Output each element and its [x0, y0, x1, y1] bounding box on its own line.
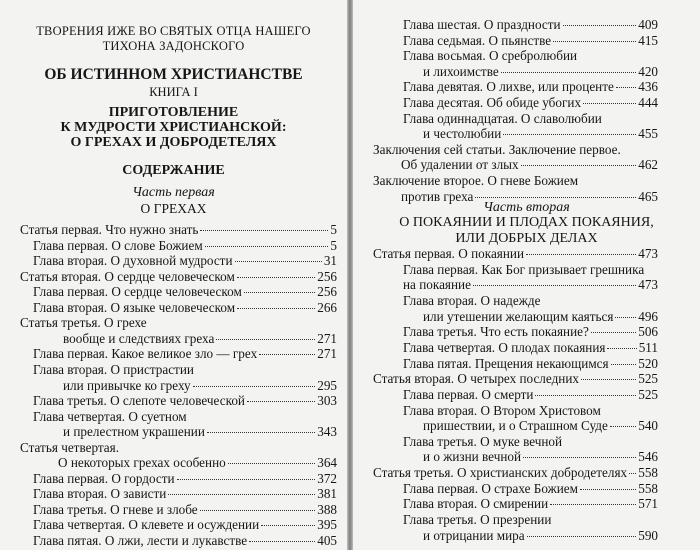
toc-entry-title: или утешении желающим каяться	[423, 308, 614, 324]
toc-entry-title: Глава вторая. О смирении	[403, 496, 549, 512]
part-one-subtitle: О ГРЕХАХ	[140, 201, 207, 216]
toc-entry-title: Глава первая. Какое великое зло — грех	[33, 346, 258, 362]
toc-entry-title: и отрицании мира	[423, 527, 525, 543]
toc-page-number: 455	[638, 126, 658, 142]
toc-entry	[33, 238, 337, 254]
toc-page-number: 295	[317, 377, 337, 393]
toc-leader-dots	[259, 354, 315, 355]
section-title-line1: ПРИГОТОВЛЕНИЕ	[108, 105, 239, 120]
toc-page-number: 271	[317, 346, 337, 362]
toc-entry-title: Глава вторая. О духовной мудрости	[33, 253, 233, 269]
part-two-subtitle-line1: О ПОКАЯНИИ И ПЛОДАХ ПОКАЯНИЯ,	[399, 215, 654, 230]
toc-page-number: 525	[638, 386, 658, 402]
toc-entry-title: вообще и следствиях греха	[63, 330, 215, 346]
toc-entry	[373, 142, 658, 158]
toc-page-number: 436	[638, 79, 658, 95]
toc-entry	[20, 440, 337, 456]
toc-entry-title: Глава восьмая. О сребролюбии	[403, 48, 578, 64]
toc-leader-dots	[205, 246, 329, 247]
toc-entry-title: Статья третья. О христианских добродетелях	[373, 465, 628, 481]
toc-entry	[403, 277, 658, 293]
toc-leader-dots	[607, 348, 636, 349]
left-page	[0, 0, 347, 550]
toc-entry	[403, 356, 658, 372]
toc-leader-dots	[581, 379, 636, 380]
toc-entry-title: Глава одиннадцатая. О славолюбии	[403, 110, 602, 126]
toc-entry	[403, 262, 658, 278]
toc-entry	[63, 331, 337, 347]
toc-entry-title: или привычке ко греху	[63, 377, 191, 393]
toc-entry-title: Глава первая. О смерти	[403, 386, 534, 402]
toc-page-number: 520	[638, 355, 658, 371]
series-header-line1: ТВОРЕНИЯ ИЖЕ ВО СВЯТЫХ ОТЦА НАШЕГО	[36, 24, 311, 38]
toc-entry-title: Глава первая. О гордости	[33, 470, 175, 486]
toc-leader-dots	[237, 277, 315, 278]
toc-entry	[403, 324, 658, 340]
toc-page-number: 343	[317, 424, 337, 440]
toc-entry-title: Глава вторая. О надежде	[403, 292, 541, 308]
toc-entry-title: О некоторых грехах особенно	[58, 455, 226, 471]
toc-entry-title: Глава первая. О слове Божием	[33, 237, 203, 253]
toc-entry-title: и честолюбии	[423, 126, 502, 142]
toc-entry	[373, 465, 658, 481]
toc-entry	[423, 528, 658, 544]
toc-leader-dots	[228, 463, 315, 464]
toc-entry-title: Глава четвертая. О клевете и осуждении	[33, 517, 260, 533]
toc-page-number: 465	[638, 188, 658, 204]
toc-entry-title: Глава вторая. О пристрастии	[33, 361, 194, 377]
toc-entry	[33, 471, 337, 487]
toc-entry	[423, 126, 658, 142]
toc-entry	[403, 95, 658, 111]
toc-page-number: 303	[317, 393, 337, 409]
toc-entry	[403, 33, 658, 49]
toc-entry	[373, 173, 658, 189]
right-page	[353, 0, 700, 550]
toc-page-number: 415	[638, 32, 658, 48]
toc-entry	[403, 111, 658, 127]
toc-page-number: 558	[638, 465, 658, 481]
toc-entry-title: Глава седьмая. О пьянстве	[403, 32, 552, 48]
toc-page-number: 266	[317, 299, 337, 315]
toc-page-number: 525	[638, 371, 658, 387]
toc-entry	[33, 533, 337, 549]
toc-leader-dots	[580, 489, 636, 490]
toc-page-number: 256	[317, 268, 337, 284]
part-two-subtitle-line2: ИЛИ ДОБРЫХ ДЕЛАХ	[455, 231, 598, 246]
toc-entry	[403, 79, 658, 95]
toc-entry	[33, 284, 337, 300]
toc-entry-title: Заключения сей статьи. Заключение первое.	[373, 141, 621, 157]
toc-leader-dots	[503, 134, 636, 135]
toc-leader-dots	[527, 536, 637, 537]
toc-entry-title: против греха	[401, 188, 474, 204]
series-header-line2: ТИХОНА ЗАДОНСКОГО	[102, 39, 245, 53]
toc-leader-dots	[237, 308, 315, 309]
toc-leader-dots	[523, 457, 636, 458]
toc-leader-dots	[168, 494, 315, 495]
toc-page-number: 256	[317, 284, 337, 300]
toc-leader-dots	[629, 473, 636, 474]
toc-page-number: 496	[638, 308, 658, 324]
toc-leader-dots	[553, 41, 636, 42]
toc-page-number: 506	[638, 324, 658, 340]
toc-leader-dots	[475, 197, 636, 198]
toc-page-number: 5	[330, 237, 337, 253]
toc-entry-title: Глава третья. О слепоте человеческой	[33, 393, 245, 409]
toc-entry	[403, 434, 658, 450]
toc-page-number: 473	[638, 246, 658, 261]
toc-entry-title: Об удалении от злых	[401, 157, 519, 173]
toc-entry-title: Глава вторая. О языке человеческом	[33, 299, 236, 315]
toc-leader-dots	[521, 165, 637, 166]
toc-leader-dots	[615, 317, 636, 318]
toc-page-number: 511	[638, 339, 658, 355]
toc-page-number: 381	[317, 486, 337, 502]
toc-entry	[20, 269, 337, 285]
toc-entry-title: Глава шестая. О праздности	[403, 17, 561, 32]
toc-leader-dots	[550, 504, 636, 505]
toc-page-number: 395	[317, 517, 337, 533]
toc-leader-dots	[610, 426, 636, 427]
toc-entry	[33, 486, 337, 502]
toc-entry	[423, 418, 658, 434]
section-title-line3: О ГРЕХАХ И ДОБРОДЕТЕЛЯХ	[70, 135, 277, 150]
toc-entry-title: Глава десятая. Об обиде убогих	[403, 95, 582, 110]
toc-page-number: 444	[638, 95, 658, 110]
toc-page-number: 5	[330, 222, 337, 237]
toc-entry-title: на покаяние	[403, 277, 471, 293]
toc-entry	[403, 17, 658, 33]
toc-leader-dots	[611, 364, 637, 365]
toc-entry	[403, 340, 658, 356]
toc-page-number: 409	[638, 17, 658, 32]
toc-leader-dots	[235, 261, 322, 262]
toc-leader-dots	[583, 103, 636, 104]
toc-entry-title: Статья третья. О грехе	[20, 315, 147, 331]
toc-entry-title: Глава первая. О сердце человеческом	[33, 284, 242, 300]
toc-page-number: 473	[638, 277, 658, 293]
toc-page-number: 420	[638, 63, 658, 79]
section-title-line2: К МУДРОСТИ ХРИСТИАНСКОЙ:	[60, 120, 287, 135]
toc-leader-dots	[244, 292, 315, 293]
toc-entry	[33, 253, 337, 269]
toc-entry-title: Глава третья. О презрении	[403, 512, 552, 528]
toc-entry-title: Статья вторая. О четырех последних	[373, 371, 579, 387]
toc-entry-title: Статья первая. Что нужно знать	[20, 222, 199, 237]
toc-entry	[33, 409, 337, 425]
toc-leader-dots	[535, 395, 636, 396]
toc-entry-title: Глава первая. О страхе Божием	[403, 480, 579, 496]
toc-leader-dots	[616, 87, 636, 88]
contents-heading: СОДЕРЖАНИЕ	[122, 163, 225, 178]
toc-page-number: 590	[638, 527, 658, 543]
toc-entry-title: Глава третья. О муке вечной	[403, 433, 563, 449]
toc-entry	[33, 502, 337, 518]
toc-entry-title: Глава четвертая. О плодах покаяния	[403, 339, 606, 355]
toc-entry	[373, 246, 658, 262]
toc-page-number: 372	[317, 470, 337, 486]
toc-page-number: 388	[317, 501, 337, 517]
toc-entry-title: Глава третья. О гневе и злобе	[33, 501, 198, 517]
book-title: ОБ ИСТИННОМ ХРИСТИАНСТВЕ	[44, 66, 303, 83]
toc-entry	[33, 346, 337, 362]
toc-entry	[403, 387, 658, 403]
toc-entry-title: Статья четвертая.	[20, 439, 120, 455]
toc-entry	[403, 512, 658, 528]
toc-entry	[423, 449, 658, 465]
toc-entry	[33, 517, 337, 533]
toc-entry	[403, 481, 658, 497]
toc-entry-title: и лихоимстве	[423, 63, 499, 79]
toc-entry	[33, 362, 337, 378]
toc-entry-title: Заключение второе. О гневе Божием	[373, 173, 579, 188]
toc-page-number: 571	[638, 496, 658, 512]
toc-entry-title: Глава пятая. Прещения некающимся	[403, 355, 609, 371]
toc-entry-title: Глава первая. Как Бог призывает грешника	[403, 261, 645, 277]
toc-leader-dots	[563, 25, 637, 26]
toc-entry	[33, 300, 337, 316]
toc-entry	[423, 64, 658, 80]
toc-entry-title: пришествии, и о Страшном Суде	[423, 418, 608, 434]
toc-entry-title: Глава четвертая. О суетном	[33, 408, 187, 424]
toc-page-number: 462	[638, 157, 658, 173]
toc-entry	[20, 222, 337, 238]
toc-entry	[58, 455, 337, 471]
toc-entry	[403, 403, 658, 419]
toc-leader-dots	[216, 339, 315, 340]
toc-entry	[423, 309, 658, 325]
toc-leader-dots	[200, 510, 316, 511]
toc-page-number: 364	[317, 455, 337, 471]
toc-page-number: 540	[638, 418, 658, 434]
toc-entry-title: Глава пятая. О лжи, лести и лукавстве	[33, 533, 248, 548]
toc-entry-title: и прелестном украшении	[63, 424, 205, 440]
toc-entry	[403, 293, 658, 309]
toc-entry	[20, 315, 337, 331]
toc-leader-dots	[261, 525, 315, 526]
toc-entry-title: Глава девятая. О лихве, или проценте	[403, 79, 614, 95]
toc-leader-dots	[501, 72, 637, 73]
toc-page-number: 558	[638, 480, 658, 496]
toc-entry	[63, 378, 337, 394]
part-two-title: Часть вторая	[483, 200, 570, 215]
toc-entry	[373, 371, 658, 387]
toc-leader-dots	[247, 401, 315, 402]
toc-entry-title: и о жизни вечной	[423, 449, 522, 465]
toc-entry	[33, 393, 337, 409]
toc-leader-dots	[207, 432, 315, 433]
toc-leader-dots	[193, 386, 316, 387]
toc-entry-title: Статья вторая. О сердце человеческом	[20, 268, 235, 284]
toc-entry	[403, 48, 658, 64]
toc-entry-title: Глава вторая. О Втором Христовом	[403, 402, 601, 418]
toc-page-number: 405	[317, 533, 337, 548]
toc-leader-dots	[177, 479, 316, 480]
part-one-title: Часть первая	[132, 185, 215, 200]
toc-leader-dots	[473, 285, 636, 286]
toc-page-number: 271	[317, 330, 337, 346]
book-number: КНИГА I	[149, 85, 198, 99]
toc-entry	[63, 424, 337, 440]
toc-leader-dots	[526, 254, 636, 255]
toc-entry	[401, 157, 658, 173]
toc-page-number: 546	[638, 449, 658, 465]
toc-entry-title: Глава третья. Что есть покаяние?	[403, 324, 589, 340]
toc-leader-dots	[591, 332, 636, 333]
toc-entry-title: Статья первая. О покаянии	[373, 246, 525, 261]
toc-leader-dots	[200, 230, 328, 231]
toc-page-number: 31	[323, 253, 337, 269]
toc-leader-dots	[249, 541, 315, 542]
toc-entry	[403, 496, 658, 512]
toc-entry-title: Глава вторая. О зависти	[33, 486, 167, 502]
